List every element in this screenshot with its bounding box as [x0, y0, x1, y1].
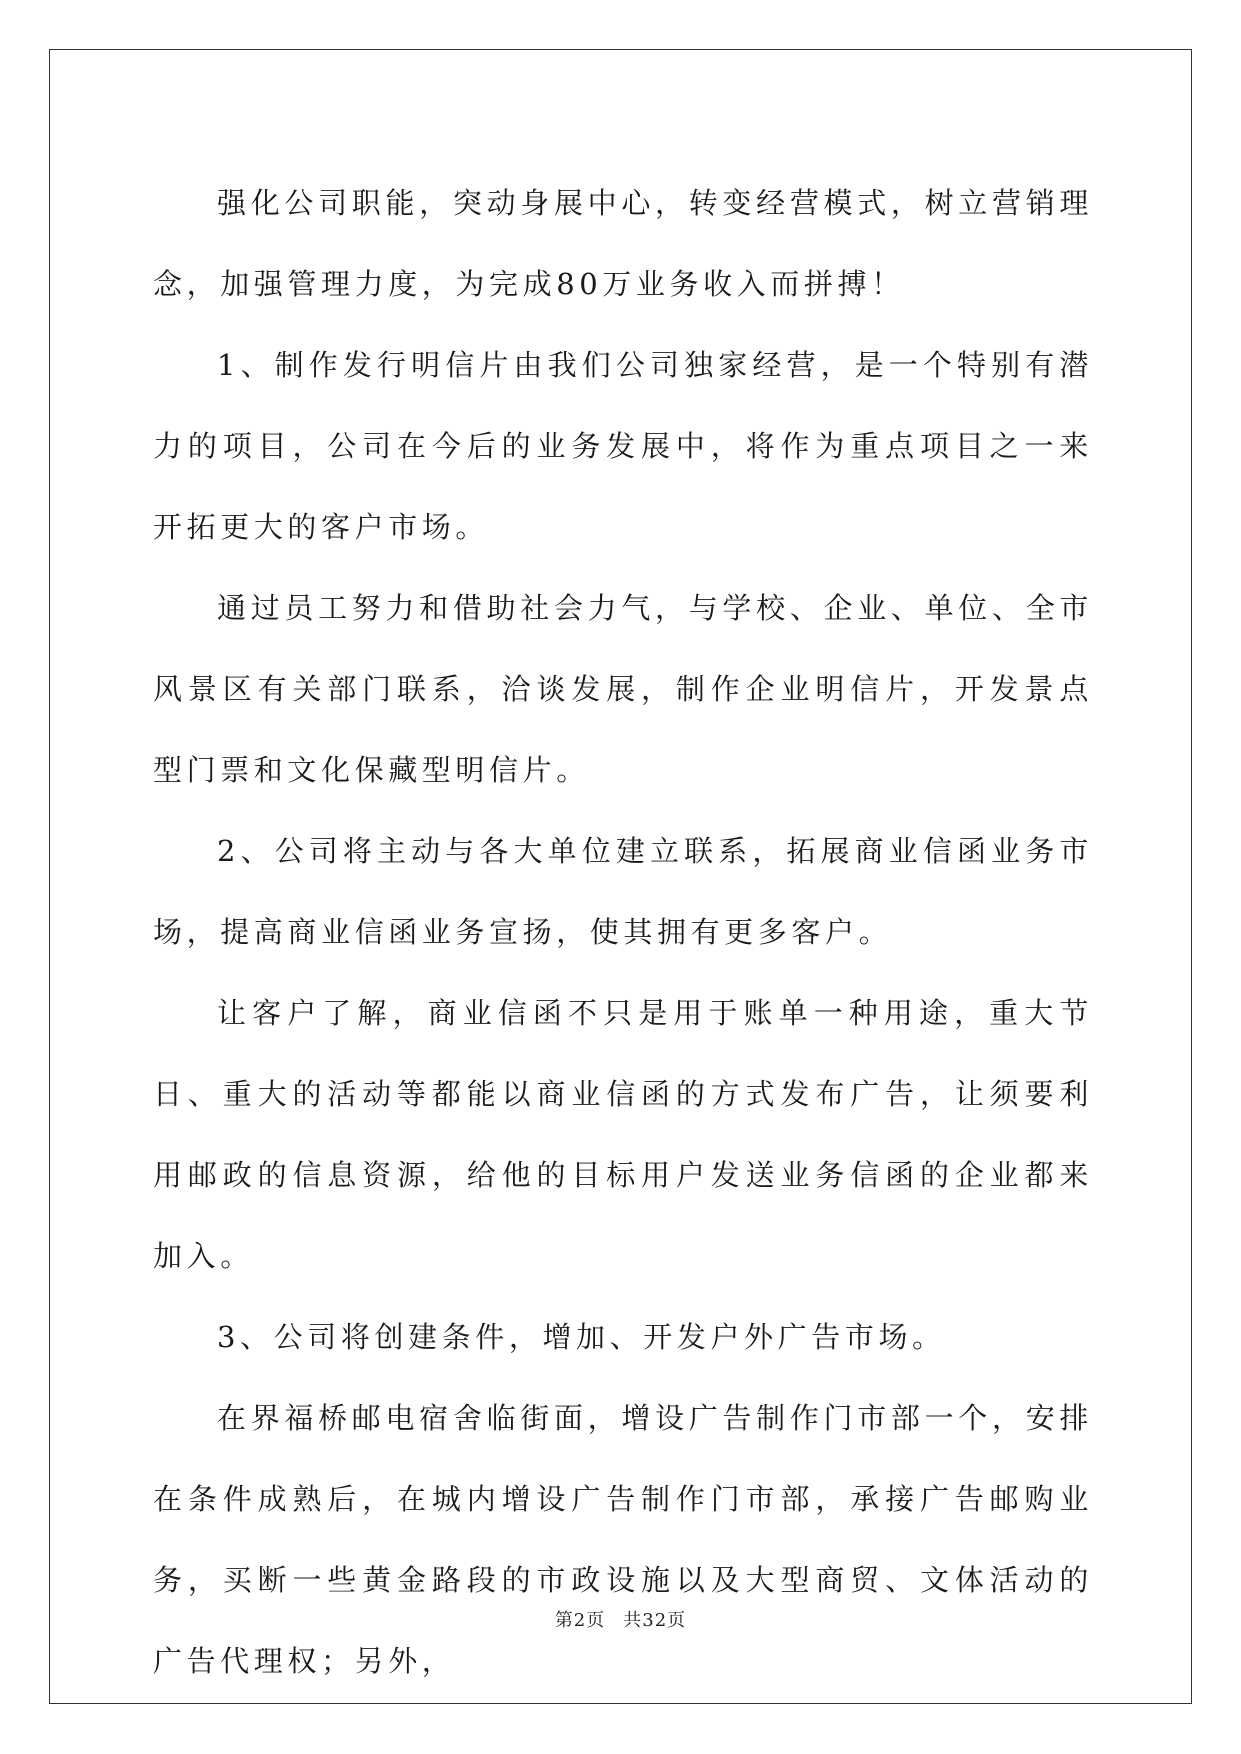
paragraph: 通过员工努力和借助社会力气，与学校、企业、单位、全市风景区有关部门联系，洽谈发展，制作企业明信片，开发景点型门票和文化保藏型明信片。 [153, 591, 1093, 787]
paragraph: 3、公司将创建条件，增加、开发户外广告市场。 [217, 1320, 946, 1354]
page-number: 第2页 [554, 1610, 606, 1631]
document-body [153, 163, 1093, 1702]
paragraph: 2、公司将主动与各大单位建立联系，拓展商业信函业务市场，提高商业信函业务宣扬，使其拥有更多客户。 [153, 834, 1093, 949]
paragraph: 1、制作发行明信片由我们公司独家经营，是一个特别有潜力的项目，公司在今后的业务发展中，将作为重点项目之一来开拓更大的客户市场。 [153, 348, 1093, 544]
paragraph: 在界福桥邮电宿舍临街面，增设广告制作门市部一个，安排在条件成熟后，在城内增设广告制作门市部，承接广告邮购业务，买断一些黄金路段的市政设施以及大型商贸、文体活动的广告代理权；另外， [153, 1401, 1093, 1678]
paragraph: 强化公司职能，突动身展中心，转变经营模式，树立营销理念，加强管理力度，为完成80万业务收入而拼搏！ [153, 186, 1093, 301]
paragraph: 让客户了解，商业信函不只是用于账单一种用途，重大节日、重大的活动等都能以商业信函的方式发布广告，让须要利用邮政的信息资源，给他的目标用户发送业务信函的企业都来加入。 [153, 996, 1093, 1273]
page-total: 共32页 [623, 1610, 687, 1631]
page-footer [0, 1606, 1241, 1632]
